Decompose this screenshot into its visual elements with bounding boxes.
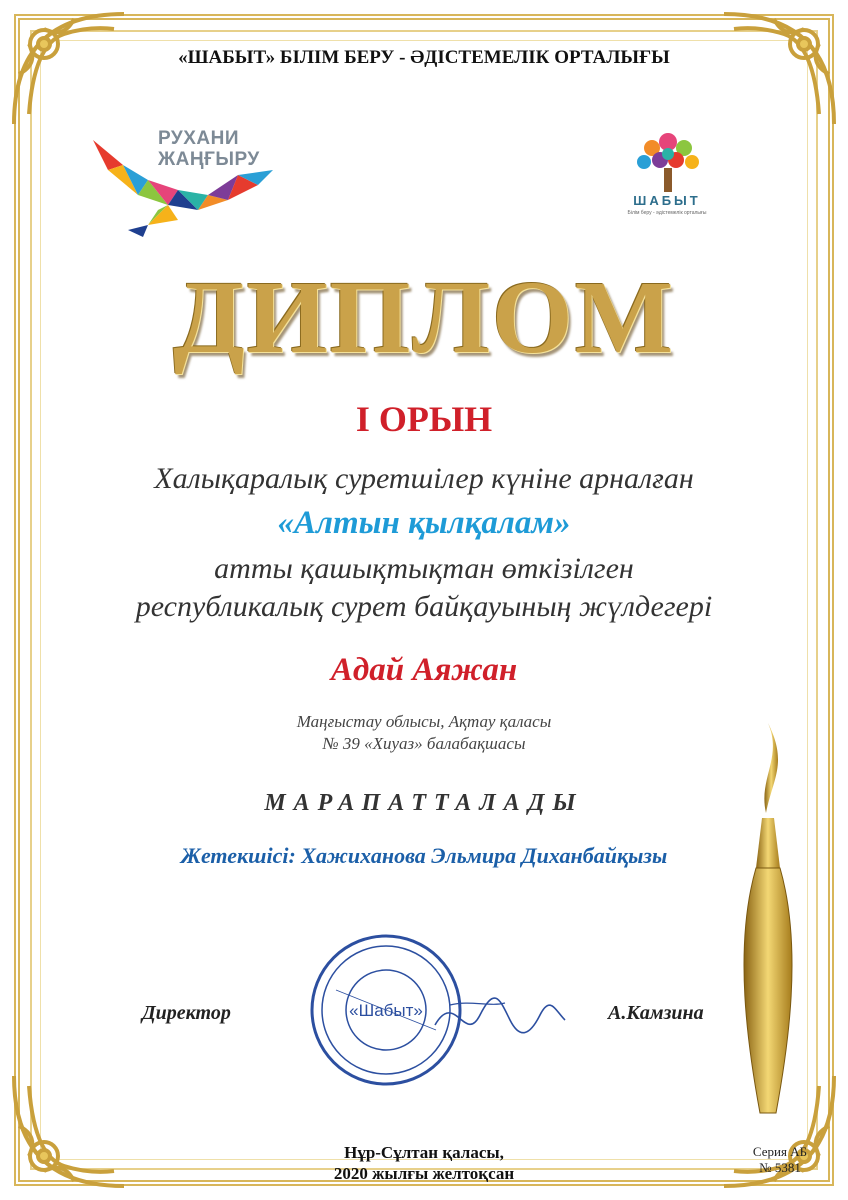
logo-text-line2: ЖАҢҒЫРУ bbox=[158, 149, 260, 170]
shabyt-logo-subtitle: Білім беру - әдістемелік орталығы bbox=[627, 210, 707, 216]
rukhani-zhangyru-text bbox=[158, 128, 260, 170]
corner-ornament-bottom-left bbox=[4, 1066, 134, 1196]
description-line-3: атты қашықтықтан өткізілген bbox=[214, 552, 634, 585]
diploma-title: ДИПЛОМ bbox=[173, 260, 675, 375]
corner-ornament-top-right bbox=[714, 4, 844, 134]
signer-name: А.Камзина bbox=[608, 1002, 704, 1024]
place-label: I ОРЫН bbox=[355, 399, 493, 439]
series-block bbox=[745, 1144, 815, 1176]
recipient-name: Адай Аяжан bbox=[330, 652, 518, 688]
description-line-1: Халықаралық суретшілер күніне арналған bbox=[154, 462, 694, 495]
stamp-center-text: «Шабыт» bbox=[349, 1001, 423, 1020]
contest-name: «Алтын қылқалам» bbox=[277, 505, 571, 541]
series-number: № 5381 bbox=[759, 1160, 801, 1175]
organization-title: «ШАБЫТ» БІЛІМ БЕРУ - ӘДІСТЕМЕЛІК ОРТАЛЫҒЫ bbox=[178, 47, 670, 68]
city-date-block bbox=[250, 1142, 598, 1184]
shabyt-logo-name: ШАБЫТ bbox=[633, 193, 701, 208]
corner-ornament-top-left bbox=[4, 4, 134, 134]
award-text: МАРАПАТТАЛАДЫ bbox=[264, 790, 584, 816]
city-text: Нұр-Сұлтан қаласы, bbox=[344, 1143, 504, 1162]
handwritten-signature bbox=[430, 985, 570, 1055]
address-line-2: № 39 «Хиуаз» балабақшасы bbox=[322, 734, 526, 753]
series-text: Серия АБ bbox=[752, 1144, 808, 1159]
logo-text-line1: РУХАНИ bbox=[158, 128, 240, 149]
director-label: Директор bbox=[142, 1002, 231, 1024]
address-line-1: Маңғыстау облысы, Ақтау қаласы bbox=[296, 712, 552, 731]
leader-name: Жетекшісі: Хажиханова Эльмира Диханбайқызы bbox=[180, 843, 668, 868]
description-line-4: республикалық сурет байқауының жүлдегері bbox=[135, 590, 713, 623]
golden-pen-icon bbox=[728, 718, 808, 1118]
date-text: 2020 жылғы желтоқсан bbox=[333, 1164, 515, 1183]
